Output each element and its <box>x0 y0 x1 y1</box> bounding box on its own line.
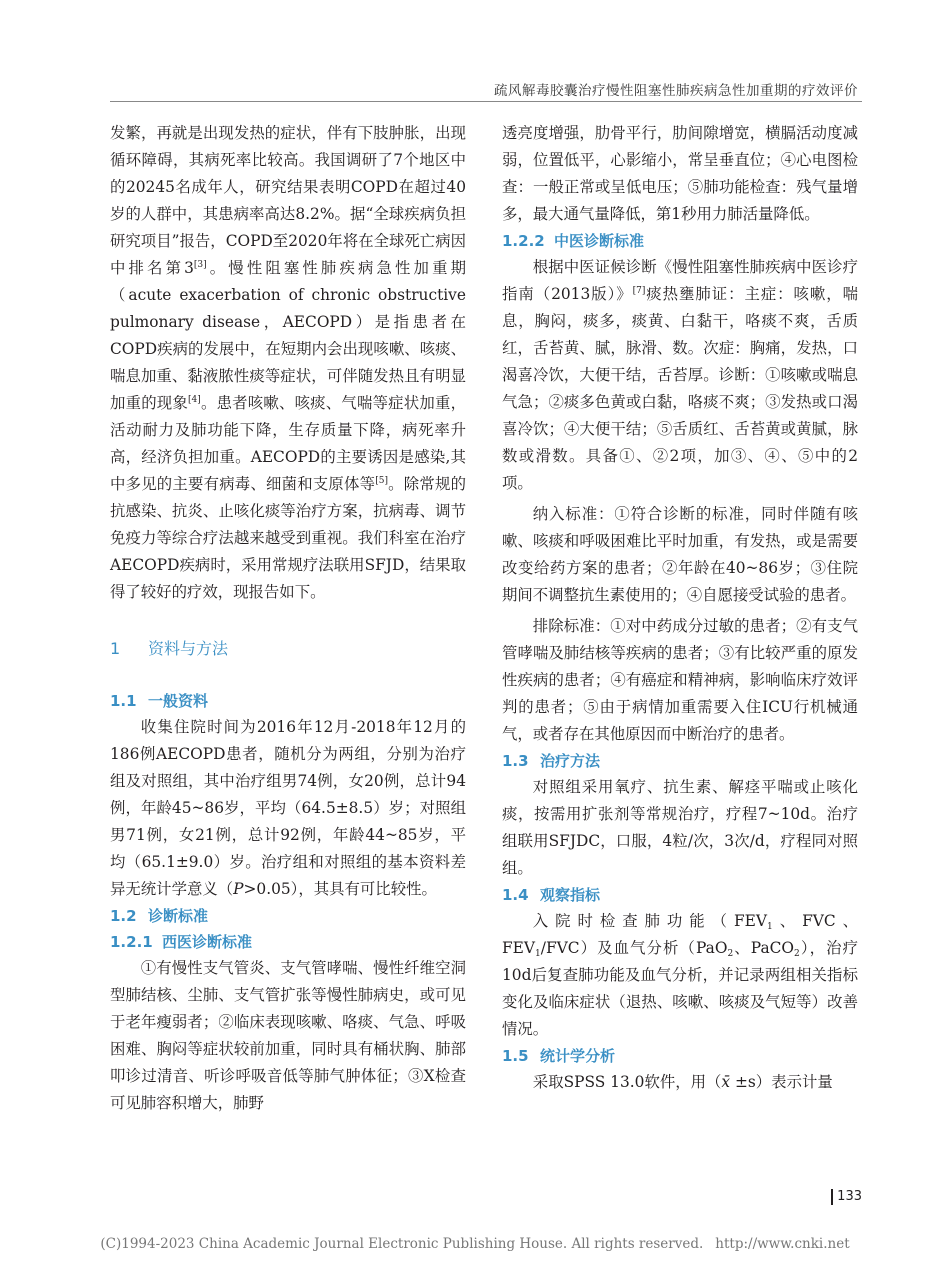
header-rule <box>110 101 862 102</box>
section-1-2-1-heading: 1.2.1 西医诊断标准 <box>110 933 253 951</box>
footer <box>0 1236 950 1252</box>
section-1-5-heading: 1.5 统计学分析 <box>502 1047 616 1065</box>
reference-3: [3] <box>193 260 207 270</box>
exclusion-criteria-paragraph: 排除标准：①对中药成分过敏的患者；②有支气管哮喘及肺结核等疾病的患者；③有比较严重的原发性疾病的患者；④有癌症和精神病，影响临床疗效评判的患者；⑤由于病情加重需要入住ICU行机械通气，或者存在其他原因而中断治疗的患者。 <box>502 617 858 743</box>
general-data-paragraph: 收集住院时间为2016年12月-2018年12月的186例AECOPD患者，随机分为两组，分别为治疗组及对照组，其中治疗组男74例，女20例，总计94例，年龄45~86岁，平均（64.5±8.5）岁；对照组男71例，女21例，总计92例，年龄44~85岁，平均（65.1±9.0）岁。治疗组和对照组的基本资料差异无统计学意义（P>0.05），其具有可比较性。 <box>110 718 466 898</box>
western-criteria-paragraph: ①有慢性支气管炎、支气管哮喘、慢性纤维空洞型肺结核、尘肺、支气管扩张等慢性肺病史，或可见于老年瘦弱者；②临床表现咳嗽、咯痰、气急、呼吸困难、胸闷等症状较前加重，同时具有桶状胸、肺部叩诊过清音、听诊呼吸音低等肺气肿体征；③X检查可见肺容积增大，肺野 <box>110 959 466 1112</box>
section-1-1-heading: 1.1 一般资料 <box>110 692 209 710</box>
right-column <box>502 120 858 1096</box>
page-number: 133 <box>831 1189 862 1205</box>
reference-7: [7] <box>632 286 646 296</box>
section-1-2-heading: 1.2 诊断标准 <box>110 907 209 925</box>
section-1-2-2-heading: 1.2.2 中医诊断标准 <box>502 232 645 250</box>
statistics-paragraph: 采取SPSS 13.0软件，用（x̄ ±s）表示计量 <box>532 1073 833 1091</box>
observation-paragraph: 入院时检查肺功能（$FEV_1$、FVC、$FEV_1/FVC$）及血气分析（PaO$_2$、PaCO$_2$），治疗10d后复查肺功能及血气分析，并记录两组相关指标变化及临床症状（退热、咳嗽、咳痰及气短等）改善情况。 <box>502 912 858 1038</box>
section-1-4-heading: 1.4 观察指标 <box>502 886 601 904</box>
section-1-heading: 1 资料与方法 <box>110 639 229 658</box>
intro-paragraph: 发繁，再就是出现发热的症状，伴有下肢肿胀，出现循环障碍，其病死率比较高。我国调研了7个地区中的20245名成年人，研究结果表明COPD在超过40岁的人群中，其患病率高达8.2%。据“全球疾病负担研究项目”报告，COPD至2020年将在全球死亡病因中排名第3[3]。慢性阻塞性肺疾病急性加重期（acute exacerbation of chronic obstructive pulmonary disease，AECOPD）是指患者在COPD疾病的发展中，在短期内会出现咳嗽、咳痰、喘息加重、黏液脓性痰等症状，可伴随发热且有明显加重的现象[4]。患者咳嗽、咳痰、气喘等症状加重，活动耐力及肺功能下降，生存质量下降，病死率升高，经济负担加重。AECOPD的主要诱因是感染,其中多见的主要有病毒、细菌和支原体等[5]。除常规的抗感染、抗炎、止咳化痰等治疗方案，抗病毒、调节免疫力等综合疗法越来越受到重视。我们科室在治疗AECOPD疾病时，采用常规疗法联用SFJD，结果取得了较好的疗效，现报告如下。 <box>110 124 466 601</box>
western-criteria-continued: 透亮度增强，肋骨平行，肋间隙增宽，横膈活动度减弱，位置低平，心影缩小，常呈垂直位；④心电图检查：一般正常或呈低电压；⑤肺功能检查：残气量增多，最大通气量降低，第1秒用力肺活量降低。 <box>502 124 858 223</box>
reference-5: [5] <box>375 476 388 486</box>
section-1-3-heading: 1.3 治疗方法 <box>502 752 601 770</box>
inclusion-criteria-paragraph: 纳入标准：①符合诊断的标准，同时伴随有咳嗽、咳痰和呼吸困难比平时加重，有发热，或是需要改变给药方案的患者；②年龄在40~86岁；③住院期间不调整抗生素使用的；④自愿接受试验的患者。 <box>502 505 858 604</box>
tcm-criteria-paragraph: 根据中医证候诊断《慢性阻塞性肺疾病中医诊疗指南（2013版）》[7]痰热壅肺证：主症：咳嗽，喘息，胸闷，痰多，痰黄、白黏干，咯痰不爽，舌质红，舌苔黄、腻，脉滑、数。次症：胸痛，发热，口渴喜冷饮，大便干结，舌苔厚。诊断：①咳嗽或喘息气急；②痰多色黄或白黏，咯痰不爽；③发热或口渴喜冷饮；④大便干结；⑤舌质红、舌苔黄或黄腻，脉数或滑数。具备①、②2项，加③、④、⑤中的2项。 <box>502 258 858 492</box>
reference-4: [4] <box>188 395 201 405</box>
treatment-paragraph: 对照组采用氧疗、抗生素、解痉平喘或止咳化痰，按需用扩张剂等常规治疗，疗程7~10d。治疗组联用SFJDC，口服，4粒/次，3次/d，疗程同对照组。 <box>502 778 858 877</box>
footer-copyright: (C)1994-2023 China Academic Journal Electronic Publishing House. All rights reserved. <box>100 1236 704 1252</box>
left-column <box>110 120 466 1117</box>
footer-url[interactable]: http://www.cnki.net <box>715 1236 850 1252</box>
running-title: 疏风解毒胶囊治疗慢性阻塞性肺疾病急性加重期的疗效评价 <box>494 83 858 99</box>
